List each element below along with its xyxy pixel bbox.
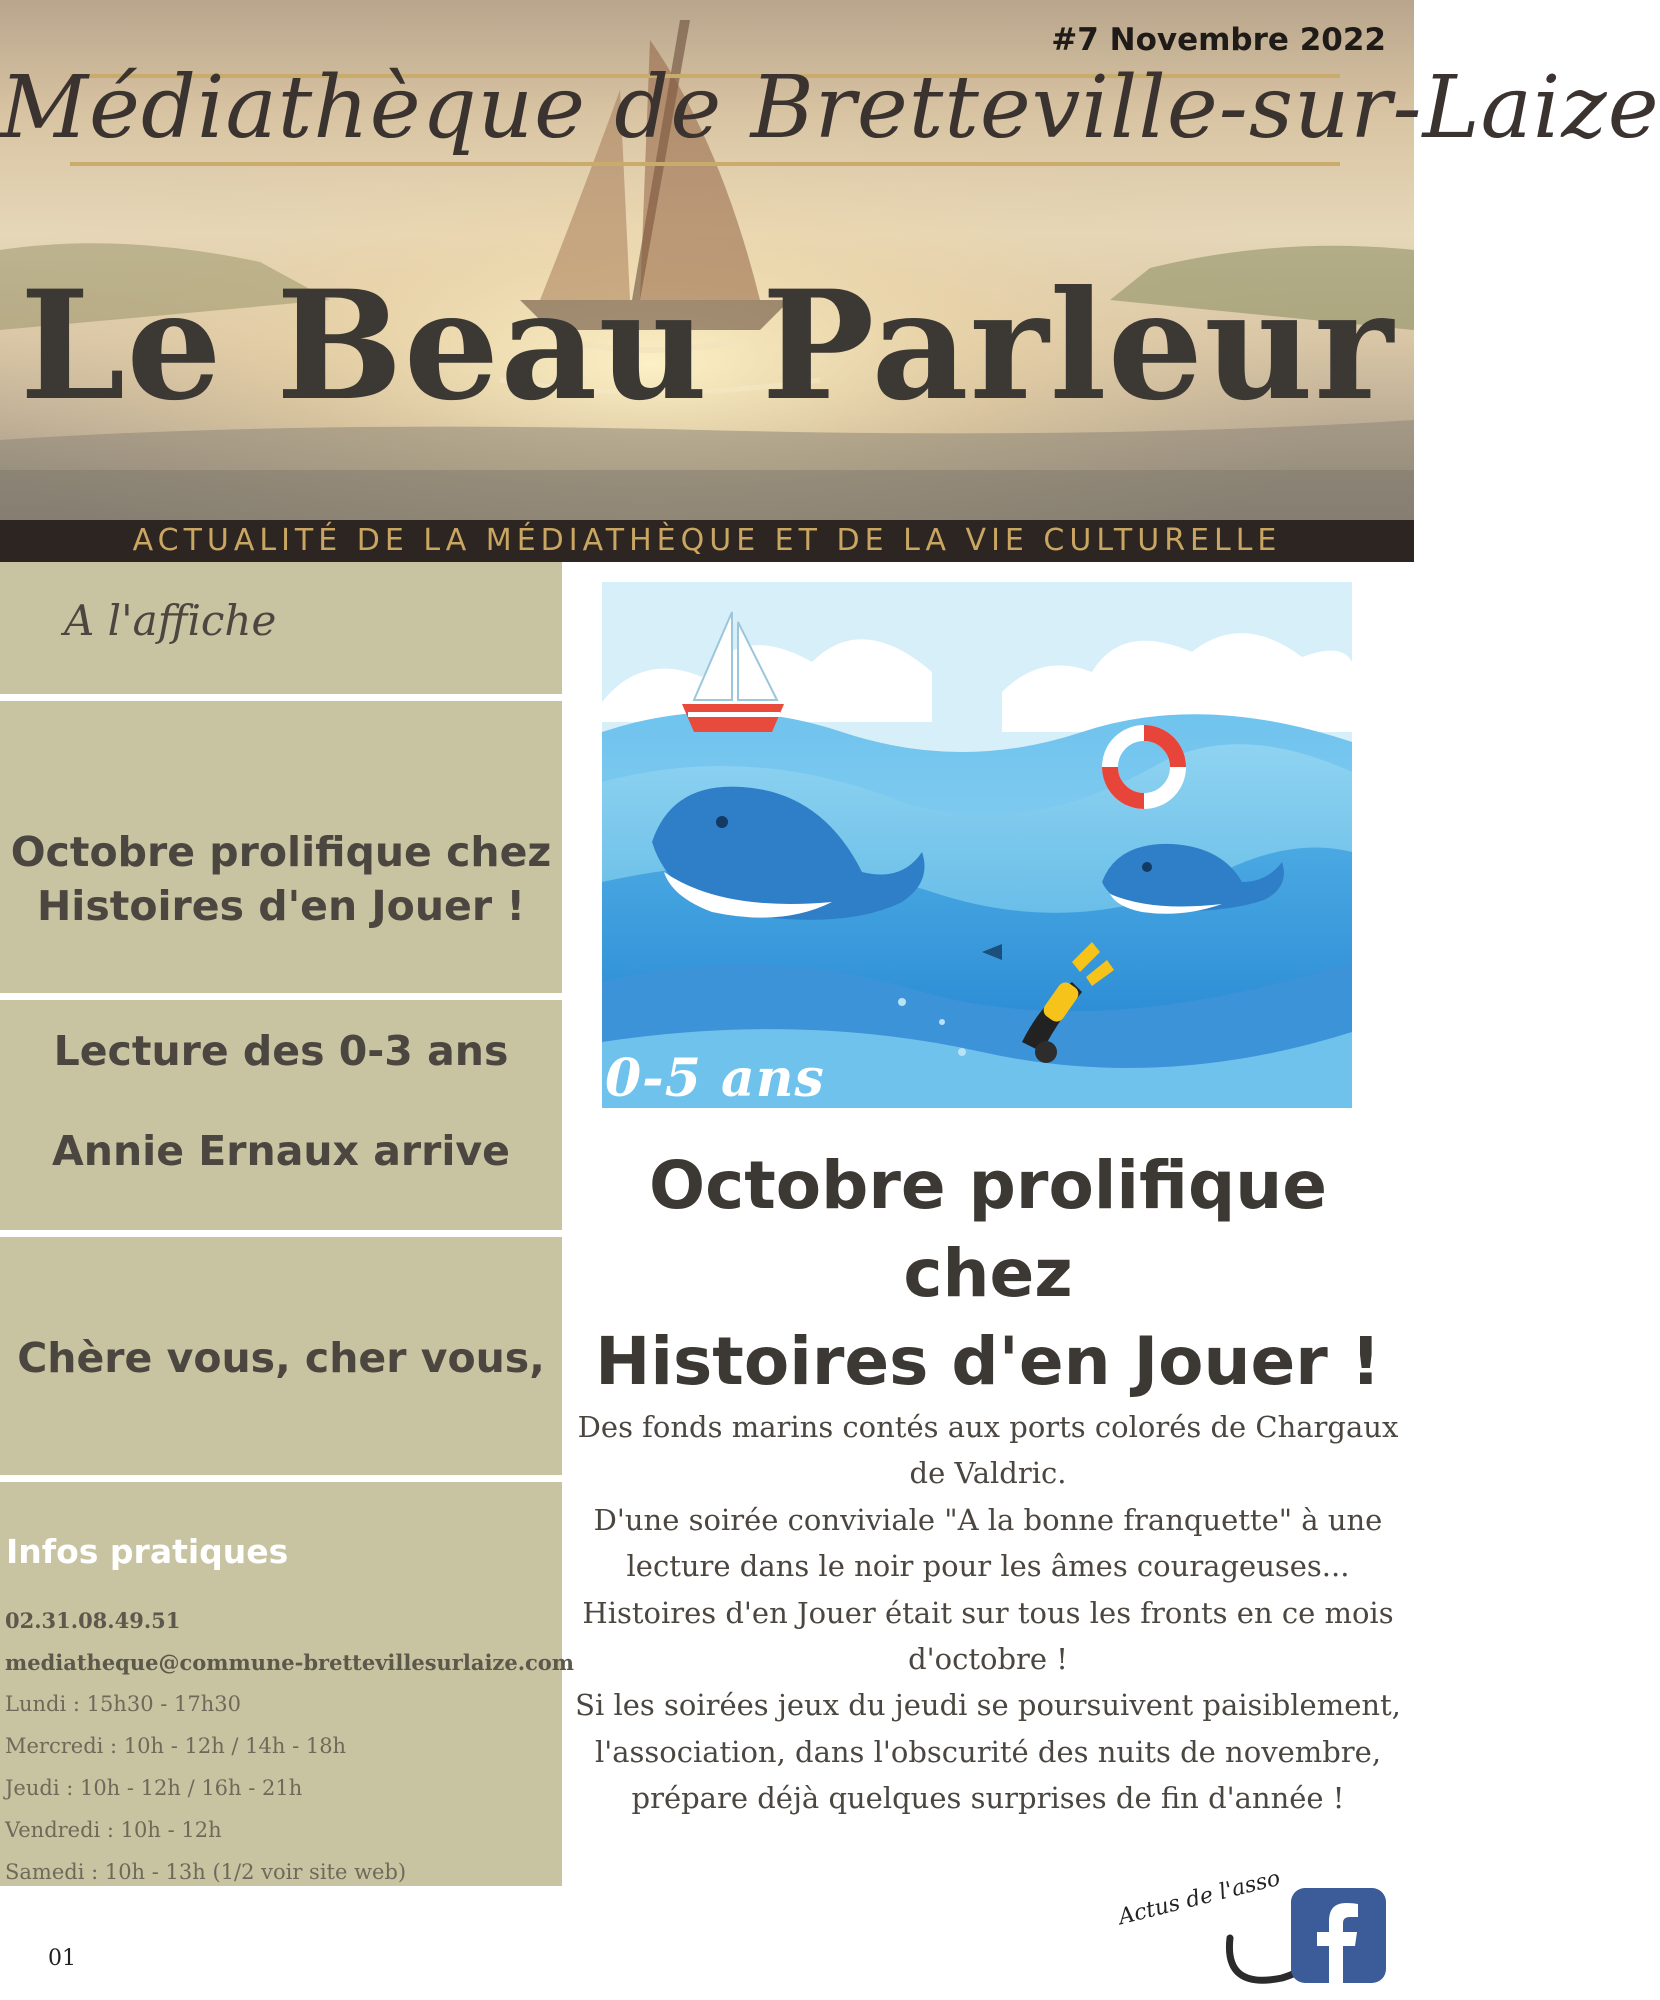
body-line: Histoires d'en Jouer était sur tous les fronts en ce mois <box>582 1595 1394 1630</box>
phone-number[interactable]: 02.31.08.49.51 <box>5 1608 181 1633</box>
hours-line: Mercredi : 10h - 12h / 14h - 18h <box>5 1734 347 1758</box>
page-number: 01 <box>48 1946 76 1971</box>
feature-headline-line: Octobre prolifique chez <box>10 828 552 876</box>
letter-headline[interactable]: Chère vous, cher vous, <box>17 1334 545 1382</box>
body-line: Des fonds marins contés aux ports colorés de Chargaux <box>577 1410 1399 1444</box>
article-body <box>562 1404 1414 1822</box>
newsletter-title: Le Beau Parleur <box>19 258 1395 434</box>
feature-headline[interactable] <box>0 825 562 933</box>
body-line: prépare déjà quelques surprises de fin d'année ! <box>631 1781 1345 1816</box>
tagline-bar: ACTUALITÉ DE LA MÉDIATHÈQUE ET DE LA VIE CULTURELLE <box>0 520 1414 562</box>
body-line: l'association, dans l'obscurité des nuits de novembre, <box>594 1734 1382 1769</box>
hours-line: Jeudi : 10h - 12h / 16h - 21h <box>5 1776 303 1800</box>
body-line: Si les soirées jeux du jeudi se poursuivent paisiblement, <box>575 1688 1401 1723</box>
header-banner <box>0 0 1660 520</box>
infos-title: Infos pratiques <box>6 1532 289 1571</box>
hours-line: Vendredi : 10h - 12h <box>5 1818 222 1842</box>
hours-line: Samedi : 10h - 13h (1/2 voir site web) <box>5 1860 407 1884</box>
body-line: de Valdric. <box>909 1456 1067 1491</box>
email-link[interactable]: mediatheque@commune-brettevillesurlaize.com <box>5 1650 575 1675</box>
asso-note: Actus de l'asso <box>1116 1865 1283 1931</box>
feature-panel[interactable] <box>0 701 562 993</box>
infos-panel <box>0 1482 575 1886</box>
image-caption: 0-5 ans <box>605 1048 825 1109</box>
article-title-line: Histoires d'en Jouer ! <box>595 1323 1381 1400</box>
issue-label: #7 Novembre 2022 <box>1051 22 1386 58</box>
article-title <box>562 1142 1414 1406</box>
body-line: lecture dans le noir pour les âmes courageuses... <box>626 1549 1350 1584</box>
body-line: D'une soirée conviviale "A la bonne franquette" à une <box>593 1502 1383 1537</box>
affiche-label: A l'affiche <box>64 596 277 645</box>
lecture-headline[interactable]: Lecture des 0-3 ans <box>53 1027 509 1075</box>
article-title-line: Octobre prolifique chez <box>649 1147 1327 1312</box>
facebook-icon[interactable] <box>1291 1888 1386 1983</box>
ocean-illustration <box>602 582 1352 1108</box>
affiche-panel <box>0 562 562 694</box>
letter-panel <box>0 1237 562 1475</box>
feature-headline-line: Histoires d'en Jouer ! <box>36 882 526 930</box>
hours-line: Lundi : 15h30 - 17h30 <box>5 1692 241 1716</box>
site-title: Médiathèque de Bretteville-sur-Laize <box>0 58 1660 158</box>
headlines-panel <box>0 1000 562 1230</box>
decorative-line-bottom <box>70 162 1340 166</box>
ernaux-headline[interactable]: Annie Ernaux arrive <box>52 1127 510 1175</box>
body-line: d'octobre ! <box>908 1642 1068 1677</box>
